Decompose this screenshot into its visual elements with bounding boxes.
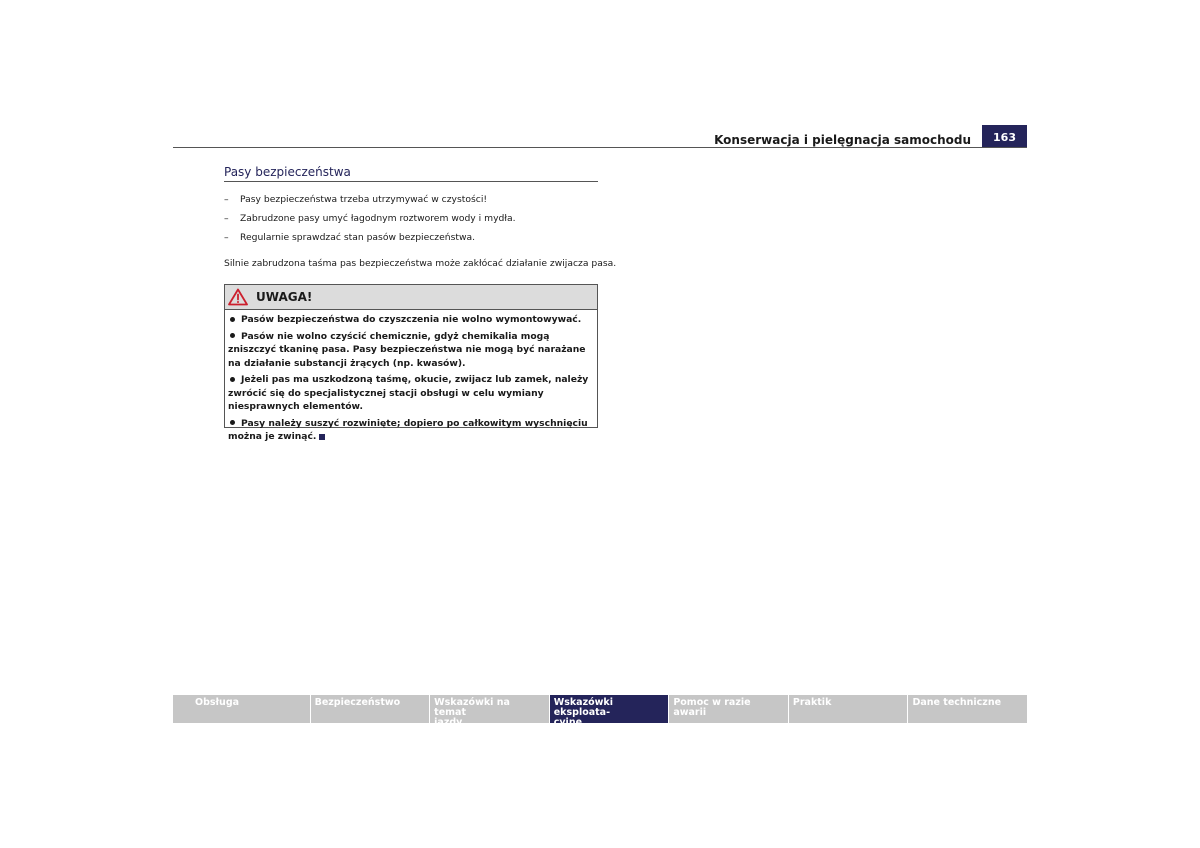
nav-tab-dane-techniczne[interactable]: Dane techniczne: [908, 695, 1027, 723]
section-title: Pasy bezpieczeństwa: [224, 165, 351, 179]
warning-item: [228, 373, 594, 414]
list-item-text: Zabrudzone pasy umyć łagodnym roztworem wody i mydła.: [240, 213, 516, 224]
page-number: 163: [982, 125, 1027, 148]
bullet-dot-icon: [230, 377, 235, 382]
bullet-dot-icon: [230, 333, 235, 338]
warning-item-text: Pasy należy suszyć rozwinięte; dopiero po całkowitym wyschnięciu można je zwinąć.: [228, 417, 588, 442]
end-of-section-icon: [319, 434, 325, 440]
header-rule: [173, 147, 1027, 148]
list-dash: –: [224, 194, 229, 205]
running-header-title: Konserwacja i pielęgnacja samochodu: [714, 133, 971, 147]
warning-item: [228, 417, 594, 444]
bullet-dot-icon: [230, 420, 235, 425]
bullet-dot-icon: [230, 317, 235, 322]
list-item-text: Regularnie sprawdzać stan pasów bezpieczeństwa.: [240, 232, 476, 243]
warning-item-text: Jeżeli pas ma uszkodzoną taśmę, okucie, zwijacz lub zamek, należy zwrócić się do specjalistycznej stacji obsługi w celu wymiany niesprawnych elementów.: [228, 374, 589, 412]
list-dash: –: [224, 232, 229, 243]
warning-item: [228, 330, 594, 371]
nav-tab-pomoc[interactable]: Pomoc w razie awarii: [669, 695, 788, 723]
nav-tab-wskazowki-jazdy[interactable]: Wskazówki na temat jazdy: [430, 695, 549, 723]
warning-header: [225, 285, 597, 310]
warning-item: [228, 313, 594, 327]
warning-item-text: Pasów bezpieczeństwa do czyszczenia nie wolno wymontowywać.: [241, 314, 582, 325]
nav-tab-obsluga[interactable]: Obsługa: [173, 695, 310, 723]
list-dash: –: [224, 213, 229, 224]
nav-tab-bezpieczenstwo[interactable]: Bezpieczeństwo: [311, 695, 430, 723]
list-item: [224, 212, 604, 225]
nav-tab-wskazowki-eksploatacyjne[interactable]: Wskazówki eksploata- cyjne: [550, 695, 669, 723]
body-paragraph: Silnie zabrudzona taśma pas bezpieczeństwa może zakłócać działanie zwijacza pasa.: [224, 258, 617, 269]
chapter-nav: [173, 695, 1027, 728]
nav-tab-praktik[interactable]: Praktik: [789, 695, 908, 723]
list-item: [224, 231, 604, 244]
warning-box: [224, 284, 598, 442]
warning-body: [225, 310, 597, 444]
warning-item-text: Pasów nie wolno czyścić chemicznie, gdyż chemikalia mogą zniszczyć tkaninę pasa. Pasy bezpieczeństwa nie mogą być narażane na działanie substancji żrących (np. kwasów).: [228, 330, 586, 369]
care-instructions-list: [224, 193, 604, 250]
warning-triangle-icon: [228, 288, 248, 306]
warning-title: UWAGA!: [256, 290, 313, 304]
list-item: [224, 193, 604, 206]
section-rule: [224, 181, 598, 182]
list-item-text: Pasy bezpieczeństwa trzeba utrzymywać w czystości!: [240, 194, 488, 205]
